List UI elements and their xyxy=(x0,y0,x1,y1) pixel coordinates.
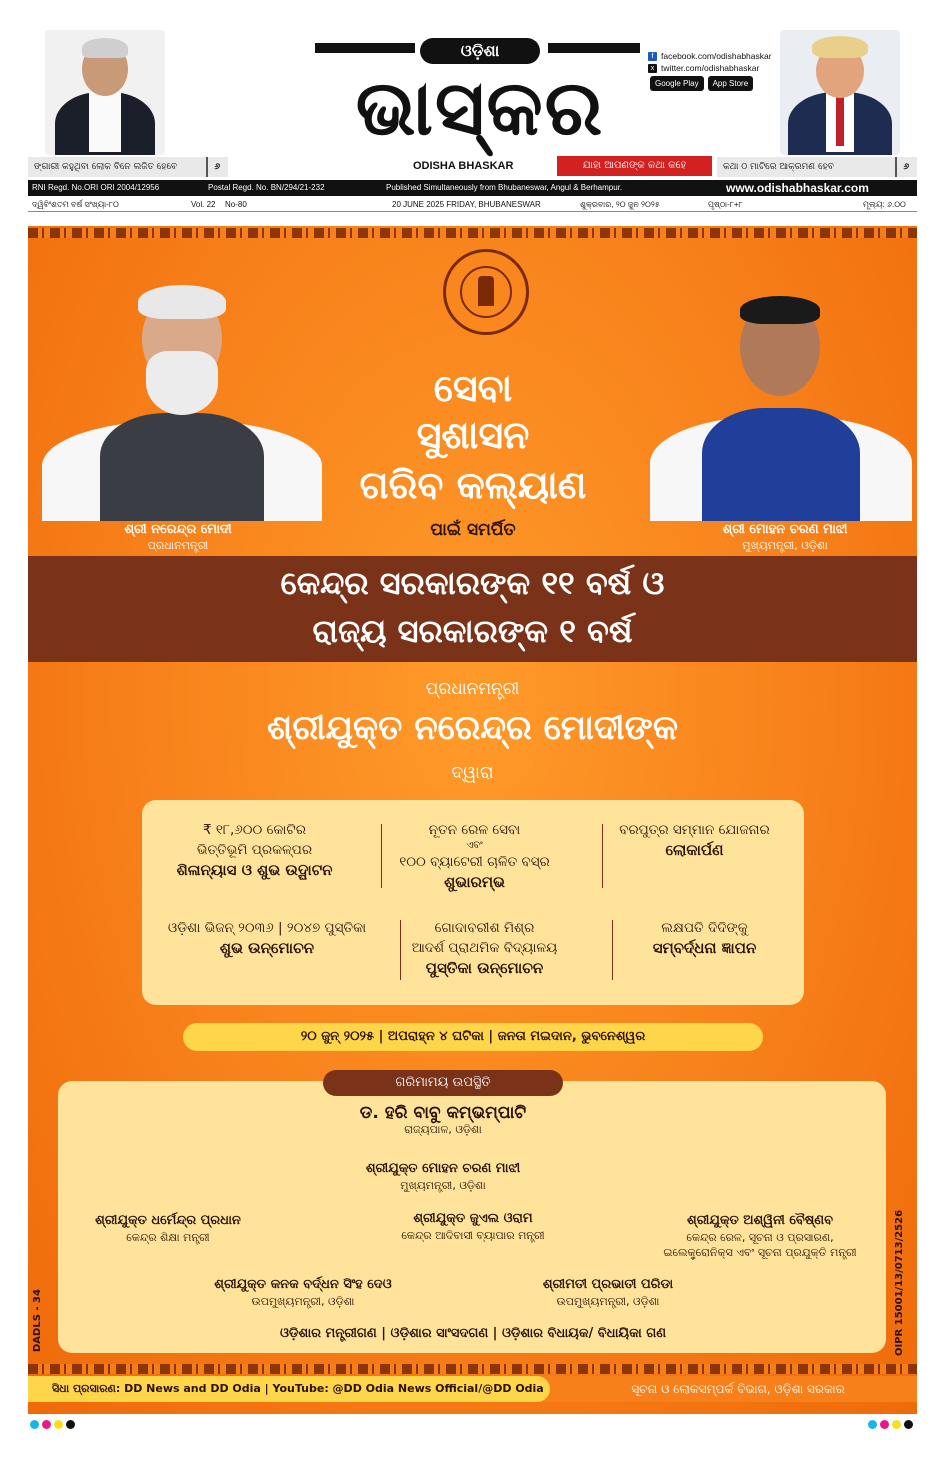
guest-cm xyxy=(313,1160,573,1193)
guest-name: ଶ୍ରୀଯୁକ୍ତ ଅଶ୍ୱିନୀ ବୈଷ୍ଣବ xyxy=(687,1213,833,1228)
guest-name: ଶ୍ରୀଯୁକ୍ତ ମୋହନ ଚରଣ ମାଝୀ xyxy=(365,1161,521,1176)
pm-by: ଦ୍ୱାରା xyxy=(451,763,494,783)
broadcast-info: ସିଧା ପ୍ରସାରଣ: DD News and DD Odia | YouTube: @DD Odia News Official/@DD Odia xyxy=(28,1376,550,1402)
logo-odisha: ଓଡ଼ିଶା xyxy=(420,38,540,64)
event-line: ୧୦୦ ବ୍ୟାଟେରୀ ଚାଳିତ ବସ୍‌ର xyxy=(399,854,550,870)
event-lakhpati xyxy=(597,918,812,959)
cm-caption-role: ମୁଖ୍ୟମନ୍ତ୍ରୀ, ଓଡ଼ିଶା xyxy=(742,539,828,552)
cm-caption-name: ଶ୍ରୀ ମୋହନ ଚରଣ ମାଝୀ xyxy=(722,522,848,537)
event-action: ଶୁଭାରମ୍ଭ xyxy=(444,873,505,891)
event-vision xyxy=(147,918,387,959)
website-link[interactable]: www.odishabhaskar.com xyxy=(726,181,869,195)
guest-oram xyxy=(373,1210,573,1243)
masthead-left-photo xyxy=(45,30,165,155)
guest-vaishnaw xyxy=(640,1212,880,1260)
event-action: ପୁସ୍ତିକା ଉନ୍ମୋଚନ xyxy=(425,959,544,977)
hero-line-seva: ସେବା xyxy=(433,366,513,410)
postal-number: Postal Regd. No. BN/294/21-232 xyxy=(208,183,325,192)
masthead xyxy=(0,0,945,222)
issue-number: No-80 xyxy=(225,200,247,209)
event-line: ଆଦର୍ଶ ପ୍ରାଥମିକ ବିଦ୍ୟାଳୟ xyxy=(411,940,558,956)
guest-role: କେନ୍ଦ୍ର ଆଦିବାସୀ ବ୍ୟାପାର ମନ୍ତ୍ରୀ xyxy=(401,1229,545,1242)
twitter-icon: x xyxy=(648,64,657,73)
right-tease-text: କଥା ଠ ମାଟିରେ ଆକ୍ରମଣ ହେବ xyxy=(723,162,834,172)
pm-caption-name: ଶ୍ରୀ ନରେନ୍ଦ୍ର ମୋଦୀ xyxy=(124,522,232,537)
registration-bar xyxy=(28,180,917,196)
guest-role-cont: ଇଲେକ୍ଟ୍ରୋନିକ୍ସ ଏବଂ ସୂଚନା ପ୍ରଯୁକ୍ତି ମନ୍ତ୍ରୀ xyxy=(663,1246,857,1259)
volume: Vol. 22 xyxy=(191,200,216,209)
google-play-badge[interactable]: Google Play xyxy=(650,76,704,91)
guest-name: ଡ. ହରି ବାବୁ କମ୍ଭମ୍ପାଟି xyxy=(359,1103,527,1123)
english-name: ODISHA BHASKAR xyxy=(413,160,514,172)
event-line: ଗୋଦାବରୀଶ ମିଶ୍ର xyxy=(434,920,535,936)
banner-line-centre: କେନ୍ଦ୍ର ସରକାରଙ୍କ ୧୧ ବର୍ଷ ଓ xyxy=(280,564,665,602)
event-line: ଓଡ଼ିଶା ଭିଜନ୍ ୨୦୩୬ | ୨୦୪୭ ପୁସ୍ତିକା xyxy=(167,920,367,936)
cm-portrait xyxy=(650,296,912,521)
events-box xyxy=(142,800,804,1005)
guest-role: ଉପମୁଖ୍ୟମନ୍ତ୍ରୀ, ଓଡ଼ିଶା xyxy=(556,1295,660,1308)
hero-line-dedicated: ପାଇଁ ସମର୍ପିତ xyxy=(430,520,516,540)
event-date-venue: ୨୦ ଜୁନ୍ ୨୦୨୫ | ଅପରାହ୍ନ ୪ ଘଟିକା | ଜନତା ମଇଦାନ, ଭୁବନେଶ୍ୱର xyxy=(183,1023,763,1051)
guest-role: ଉପମୁଖ୍ୟମନ୍ତ୍ରୀ, ଓଡ଼ିଶା xyxy=(251,1295,355,1308)
oipr-code: OIPR 15001/13/0713/2526 xyxy=(894,1209,905,1356)
left-tease[interactable] xyxy=(28,157,228,177)
guest-role: ରାଜ୍ୟପାଳ, ଓଡ଼ିଶା xyxy=(404,1123,482,1136)
page-count: ପୃଷ୍ଠା-୮+୮ xyxy=(708,200,743,209)
bottom-border-pattern xyxy=(28,1364,917,1374)
guest-name: ଶ୍ରୀମତୀ ପ୍ରଭାତୀ ପରିଡା xyxy=(542,1277,674,1292)
date-odia: ଶୁକ୍ରବାର, ୨୦ ଜୁନ ୨୦୨୫ xyxy=(580,200,660,209)
year-issue: ଦ୍ୱିବିଂଶତମ ବର୍ଷ ସଂଖ୍ୟା-୮୦ xyxy=(32,200,119,209)
pm-caption-role: ପ୍ରଧାନମନ୍ତ୍ରୀ xyxy=(147,539,209,552)
guest-singhdeo xyxy=(188,1276,418,1309)
event-line: ₹ ୧୮,୬୦୦ କୋଟିର xyxy=(203,822,306,838)
event-action: ଶିଳାନ୍ୟାସ ଓ ଶୁଭ ଉଦ୍ଘାଟନ xyxy=(176,861,333,879)
logo-bar-right xyxy=(548,43,640,53)
registration-marks-right xyxy=(868,1420,913,1429)
event-line: ଭିତ୍ତିଭୂମି ପ୍ରକଳ୍ପର xyxy=(196,842,313,858)
pm-name: ଶ୍ରୀଯୁକ୍ତ ନରେନ୍ଦ୍ର ମୋଦୀଙ୍କ xyxy=(267,708,678,748)
guest-pradhan xyxy=(68,1212,268,1245)
guest-role: ମୁଖ୍ୟମନ୍ତ୍ରୀ, ଓଡ଼ିଶା xyxy=(400,1179,486,1192)
pm-title: ପ୍ରଧାନମନ୍ତ୍ରୀ xyxy=(425,679,520,699)
banner-line-state: ରାଜ୍ୟ ସରକାରଙ୍କ ୧ ବର୍ଷ xyxy=(312,612,633,650)
guest-name: ଶ୍ରୀଯୁକ୍ତ ଜୁଏଲ ଓରାମ xyxy=(413,1211,533,1226)
social-links xyxy=(648,50,772,74)
guest-role: କେନ୍ଦ୍ର ଶିକ୍ଷା ମନ୍ତ୍ରୀ xyxy=(126,1231,210,1244)
event-rail-bus xyxy=(367,820,582,893)
rni-number: RNI Regd. No.ORI ORI 2004/12956 xyxy=(32,183,160,192)
event-action: ସମ୍ବର୍ଦ୍ଧନା ଜ୍ଞାପନ xyxy=(652,939,757,957)
date-bar xyxy=(28,197,917,212)
app-store-badge[interactable]: App Store xyxy=(708,76,754,91)
presence-title: ଗରିମାମୟ ଉପସ୍ଥିତି xyxy=(323,1070,563,1096)
invitee-groups: ଓଡ଼ିଶାର ମନ୍ତ୍ରୀଗଣ | ଓଡ଼ିଶାର ସାଂସଦଗଣ | ଓଡ଼ିଶାର ବିଧାୟକ/ ବିଧାୟିକା ଗଣ xyxy=(279,1326,667,1341)
twitter-link[interactable]: twitter.com/odishabhaskar xyxy=(661,63,760,73)
logo-bhaskar: ଭାସ୍କର xyxy=(355,63,605,152)
left-tease-text: ଙ୍ଗାରୀ କହୁଥିବା ଲୋକ ବିନେ ଲଜିତ ହେବେ xyxy=(34,162,178,172)
right-tease[interactable] xyxy=(717,157,917,177)
event-infrastructure xyxy=(147,820,362,881)
event-line: ଏବଂ xyxy=(466,840,483,851)
odisha-emblem-icon xyxy=(443,249,529,335)
event-school xyxy=(377,918,592,979)
tagline: ଯାହା ଆପଣଙ୍କ କଥା କହେ xyxy=(557,156,712,176)
event-action: ଶୁଭ ଉନ୍ମୋଚନ xyxy=(219,939,315,957)
right-tease-page: ୬ xyxy=(895,157,909,177)
guest-parida xyxy=(498,1276,718,1309)
guest-name: ଶ୍ରୀଯୁକ୍ତ କନକ ବର୍ଦ୍ଧନ ସିଂହ ଦେଓ xyxy=(214,1277,392,1292)
department-credit: ସୂଚନା ଓ ଲୋକସମ୍ପର୍କ ବିଭାଗ, ଓଡ଼ିଶା ସରକାର xyxy=(631,1382,845,1396)
published-note: Published Simultaneously from Bhubaneswar, Angul & Berhampur. xyxy=(386,183,623,192)
event-line: ବରପୁତ୍ର ସମ୍ମାନ ଯୋଜନାର xyxy=(619,822,770,838)
anniversary-banner xyxy=(28,556,917,662)
event-line: ନୂତନ ରେଳ ସେବା xyxy=(428,822,521,838)
footer-bar xyxy=(28,1376,917,1402)
government-advertisement xyxy=(28,226,917,1414)
masthead-right-photo xyxy=(780,30,900,155)
facebook-icon: f xyxy=(648,52,657,61)
event-line: ଲକ୍ଷପତି ଦିଦିଙ୍କୁ xyxy=(661,920,748,936)
top-border-pattern xyxy=(28,228,917,238)
dadls-code: DADLS - 34 xyxy=(32,1289,43,1352)
left-tease-page: ୬ xyxy=(206,157,220,177)
guest-role: କେନ୍ଦ୍ର ରେଳ, ସୂଚନା ଓ ପ୍ରସାରଣ, xyxy=(686,1231,834,1244)
hero-line-gariba-kalyan: ଗରିବ କଲ୍ୟାଣ xyxy=(359,463,587,507)
guest-name: ଶ୍ରୀଯୁକ୍ତ ଧର୍ମେନ୍ଦ୍ର ପ୍ରଧାନ xyxy=(95,1213,241,1228)
date-english: 20 JUNE 2025 FRIDAY, BHUBANESWAR xyxy=(392,200,541,209)
event-barputra xyxy=(587,820,802,861)
facebook-link[interactable]: facebook.com/odishabhaskar xyxy=(661,51,772,61)
logo-bar-left xyxy=(315,43,415,53)
app-badges xyxy=(650,76,753,91)
registration-marks-left xyxy=(30,1420,75,1429)
event-action: ଲୋକାର୍ପଣ xyxy=(665,841,724,859)
guest-governor xyxy=(313,1104,573,1137)
price: ମୂଲ୍ୟ: ୬.୦୦ xyxy=(863,200,906,209)
hero-line-sushasan: ସୁଶାସନ xyxy=(416,413,530,457)
